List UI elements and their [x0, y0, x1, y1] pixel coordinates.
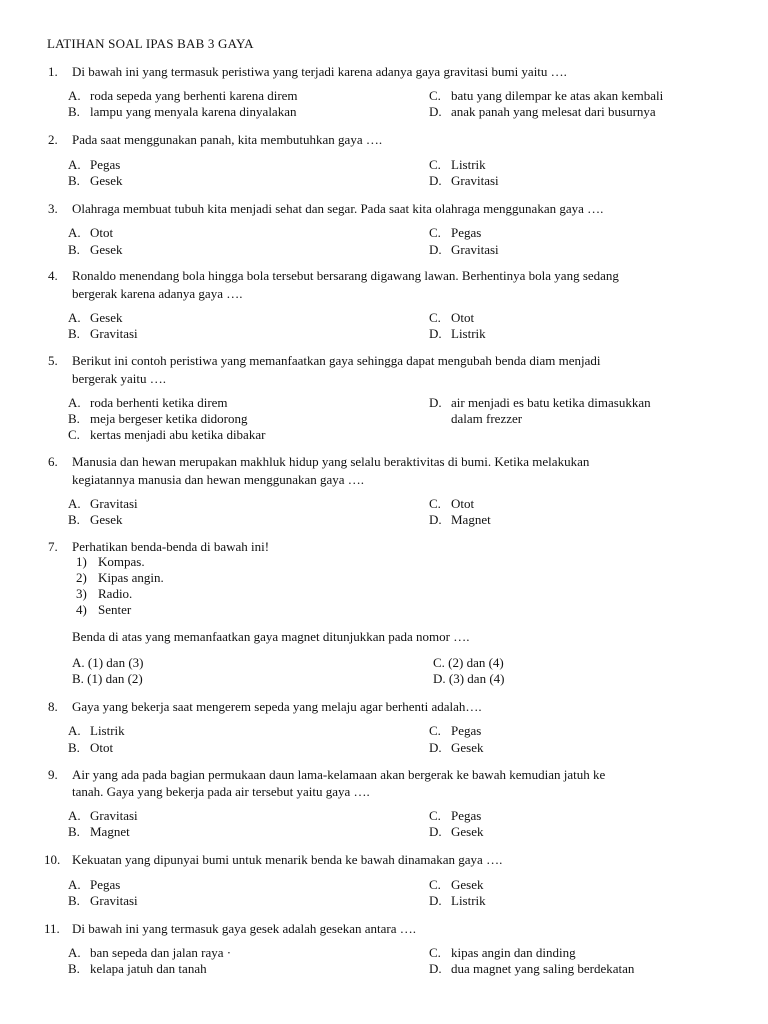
option-a: A. (1) dan (3) [72, 655, 144, 670]
option-d: D. Listrik [429, 893, 486, 908]
option-a: A. Pegas [68, 157, 121, 172]
option-a: A. Gravitasi [68, 496, 138, 511]
option-b: B. lampu yang menyala karena dinyalakan [68, 104, 297, 119]
option-a: A. Pegas [68, 877, 121, 892]
question-text-line-2: kegiatannya manusia dan hewan menggunakan gaya …. [72, 472, 365, 487]
question-text-line-2: bergerak yaitu …. [72, 371, 166, 386]
question-number: 11. [44, 921, 60, 936]
option-a: A. Gravitasi [68, 808, 138, 823]
option-b: B. kelapa jatuh dan tanah [68, 961, 207, 976]
option-b: B. Gravitasi [68, 326, 138, 341]
option-b: B. Gesek [68, 173, 123, 188]
question-text-line-2: tanah. Gaya yang bekerja pada air tersebut yaitu gaya …. [72, 784, 370, 799]
question-number: 5. [48, 353, 58, 368]
question-text-line-1: Manusia dan hewan merupakan makhluk hidup yang selalu beraktivitas di bumi. Ketika melakukan [72, 454, 590, 469]
question-number: 8. [48, 699, 58, 714]
option-b: B. Gesek [68, 242, 123, 257]
question-number: 10. [44, 852, 61, 867]
question-text: Gaya yang bekerja saat mengerem sepeda yang melaju agar berhenti adalah…. [72, 699, 482, 714]
option-c: C. Pegas [429, 723, 482, 738]
question-number: 1. [48, 64, 58, 79]
question-text: Pada saat menggunakan panah, kita membutuhkan gaya …. [72, 132, 383, 147]
option-c: C. (2) dan (4) [433, 655, 504, 670]
question-text-line-1: Ronaldo menendang bola hingga bola tersebut bersarang digawang lawan. Berhentinya bola yang sedang [72, 268, 619, 283]
list-item: 4) Senter [76, 602, 132, 617]
option-d-continued: dalam frezzer [451, 411, 523, 426]
option-a: A. Listrik [68, 723, 125, 738]
question-text: Olahraga membuat tubuh kita menjadi sehat dan segar. Pada saat kita olahraga menggunakan gaya …. [72, 201, 604, 216]
option-b: B. (1) dan (2) [72, 671, 143, 686]
option-c: C. Pegas [429, 225, 482, 240]
option-c: C. kertas menjadi abu ketika dibakar [68, 427, 266, 442]
option-b: B. meja bergeser ketika didorong [68, 411, 248, 426]
question-number: 6. [48, 454, 58, 469]
document-title: LATIHAN SOAL IPAS BAB 3 GAYA [47, 36, 254, 51]
option-b: B. Gesek [68, 512, 123, 527]
option-d: D. dua magnet yang saling berdekatan [429, 961, 635, 976]
question-number: 3. [48, 201, 58, 216]
question-number: 9. [48, 767, 58, 782]
question-number: 7. [48, 539, 58, 554]
option-a: A. Gesek [68, 310, 123, 325]
question-text-line-1: Berikut ini contoh peristiwa yang memanfaatkan gaya sehingga dapat mengubah benda diam menjadi [72, 353, 601, 368]
option-d: D. Listrik [429, 326, 486, 341]
option-d: D. Magnet [429, 512, 491, 527]
option-c: C. Otot [429, 310, 475, 325]
option-c: C. Pegas [429, 808, 482, 823]
question-text: Di bawah ini yang termasuk gaya gesek adalah gesekan antara …. [72, 921, 417, 936]
list-item: 1) Kompas. [76, 554, 145, 569]
question-text: Di bawah ini yang termasuk peristiwa yang terjadi karena adanya gaya gravitasi bumi yaitu …. [72, 64, 567, 79]
option-d: D. Gravitasi [429, 242, 499, 257]
option-c: C. kipas angin dan dinding [429, 945, 576, 960]
option-a: A. roda berhenti ketika direm [68, 395, 228, 410]
option-d: D. anak panah yang melesat dari busurnya [429, 104, 656, 119]
question-number: 4. [48, 268, 58, 283]
option-c: C. Otot [429, 496, 475, 511]
option-a: A. Otot [68, 225, 114, 240]
option-d: D. Gravitasi [429, 173, 499, 188]
question-followup: Benda di atas yang memanfaatkan gaya magnet ditunjukkan pada nomor …. [72, 629, 470, 644]
option-c: C. Listrik [429, 157, 486, 172]
list-item: 3) Radio. [76, 586, 133, 601]
option-b: B. Magnet [68, 824, 130, 839]
question-text: Kekuatan yang dipunyai bumi untuk menarik benda ke bawah dinamakan gaya …. [72, 852, 503, 867]
option-c: C. batu yang dilempar ke atas akan kembali [429, 88, 664, 103]
question-number: 2. [48, 132, 58, 147]
option-d: D. Gesek [429, 740, 484, 755]
option-d: D. air menjadi es batu ketika dimasukkan [429, 395, 651, 410]
list-item: 2) Kipas angin. [76, 570, 164, 585]
option-c: C. Gesek [429, 877, 484, 892]
option-b: B. Otot [68, 740, 114, 755]
question-text-line-2: bergerak karena adanya gaya …. [72, 286, 243, 301]
option-d: D. Gesek [429, 824, 484, 839]
option-a: A. ban sepeda dan jalan raya · [68, 945, 232, 960]
option-a: A. roda sepeda yang berhenti karena direm [68, 88, 298, 103]
question-text: Perhatikan benda-benda di bawah ini! [72, 539, 270, 554]
option-d: D. (3) dan (4) [433, 671, 505, 686]
question-text-line-1: Air yang ada pada bagian permukaan daun lama-kelamaan akan bergerak ke bawah kemudian jatuh ke [72, 767, 606, 782]
option-b: B. Gravitasi [68, 893, 138, 908]
